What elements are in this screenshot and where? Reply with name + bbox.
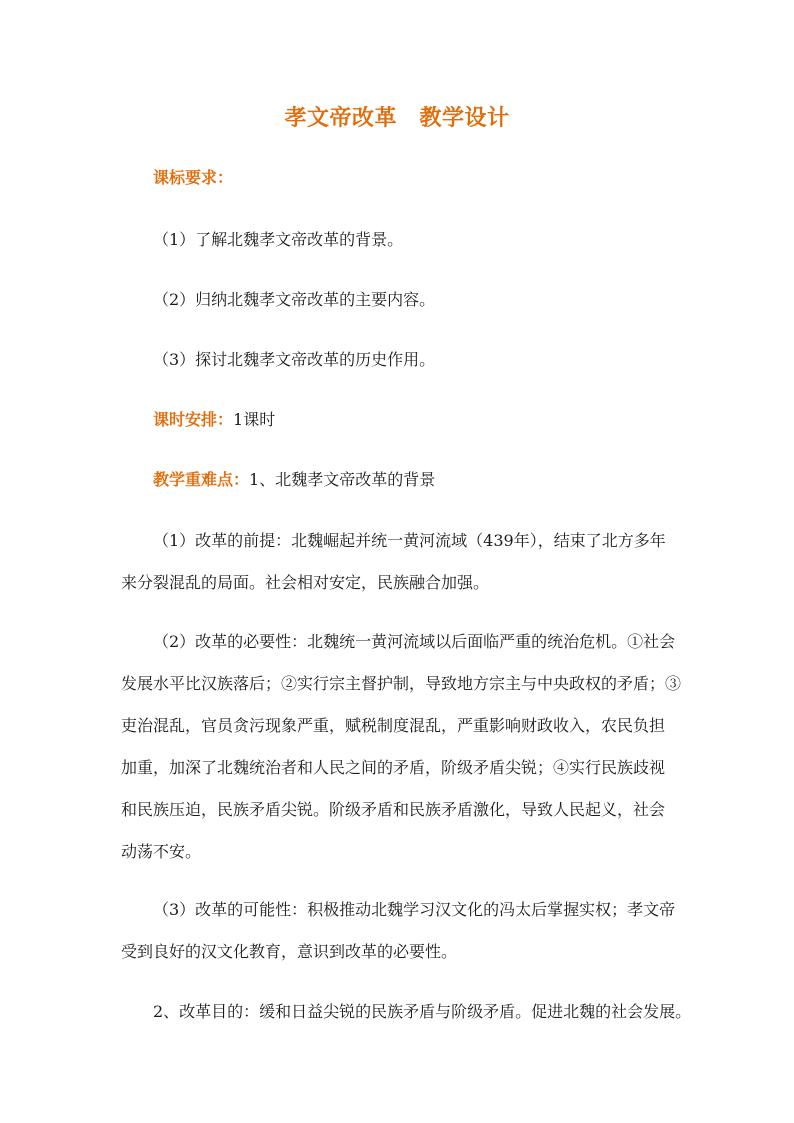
necessity-line-2: 发展水平比汉族落后；②实行宗主督护制，导致地方宗主与中央政权的矛盾；③ <box>121 674 682 693</box>
schedule-label: 课时安排： <box>153 410 234 429</box>
purpose-line: 2、改革目的：缓和日益尖锐的民族矛盾与阶级矛盾。促进北魏的社会发展。 <box>153 1002 692 1021</box>
curriculum-label: 课标要求： <box>153 168 234 187</box>
key-points-line <box>153 470 435 490</box>
schedule-line <box>153 410 275 430</box>
necessity-line-5: 和民族压迫，民族矛盾尖锐。阶级矛盾和民族矛盾激化，导致人民起义，社会 <box>121 800 666 819</box>
document-title: 孝文帝改革 教学设计 <box>284 105 510 131</box>
possibility-line-2: 受到良好的汉文化教育，意识到改革的必要性。 <box>121 942 458 961</box>
schedule-value: 1课时 <box>233 410 276 429</box>
premise-line-2: 来分裂混乱的局面。社会相对安定，民族融合加强。 <box>121 573 490 592</box>
curriculum-item-3: （3）探讨北魏孝文帝改革的历史作用。 <box>153 350 436 369</box>
key-points-value: 1、北魏孝文帝改革的背景 <box>249 470 436 489</box>
possibility-line-1: （3）改革的可能性：积极推动北魏学习汉文化的冯太后掌握实权；孝文帝 <box>153 900 676 919</box>
curriculum-item-2: （2）归纳北魏孝文帝改革的主要内容。 <box>153 290 436 309</box>
curriculum-item-1: （1）了解北魏孝文帝改革的背景。 <box>153 230 404 249</box>
necessity-line-1: （2）改革的必要性：北魏统一黄河流域以后面临严重的统治危机。①社会 <box>153 632 676 651</box>
key-points-label: 教学重难点： <box>153 470 250 489</box>
necessity-line-3: 吏治混乱，官员贪污现象严重，赋税制度混乱，严重影响财政收入，农民负担 <box>121 716 666 735</box>
necessity-line-4: 加重，加深了北魏统治者和人民之间的矛盾，阶级矛盾尖锐；④实行民族歧视 <box>121 758 666 777</box>
premise-line-1: （1）改革的前提：北魏崛起并统一黄河流域（439年），结束了北方多年 <box>153 531 666 550</box>
necessity-line-6: 动荡不安。 <box>121 842 202 861</box>
